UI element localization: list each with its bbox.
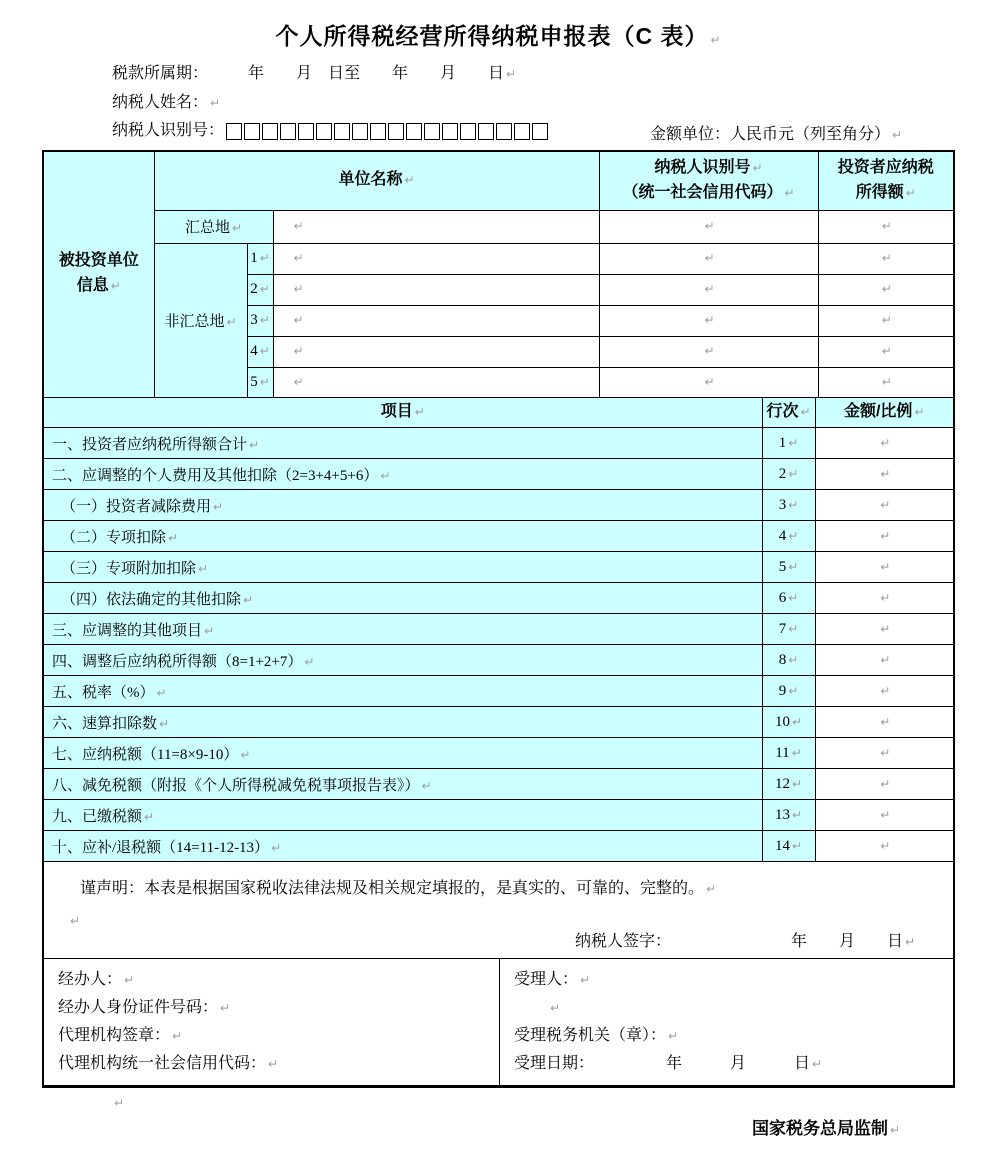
amount-field-14[interactable]: [815, 831, 953, 862]
line-no-text: 11: [775, 744, 790, 761]
item-row-11: [44, 738, 953, 769]
paragraph-mark-icon: [258, 343, 270, 359]
amount-field-8[interactable]: [815, 645, 953, 676]
id-char-box[interactable]: [226, 123, 242, 140]
item-label-3: [44, 490, 762, 521]
id-char-box[interactable]: [244, 123, 260, 140]
line-no-text: 7: [778, 620, 787, 637]
paragraph-mark-icon: [878, 528, 890, 544]
line-no-3: [762, 490, 815, 521]
item-text: （三）专项附加扣除: [61, 560, 197, 577]
paragraph-mark-icon: [878, 590, 890, 606]
unit-name-field-5[interactable]: [273, 367, 599, 397]
paragraph-mark-icon: [666, 1027, 678, 1044]
paragraph-mark-icon: [786, 652, 798, 668]
paragraph-mark-icon: [880, 343, 892, 359]
line-no-text: 2: [778, 465, 787, 482]
paragraph-mark-icon: [266, 1055, 278, 1072]
taxpayer-id-field-5[interactable]: [599, 367, 818, 397]
summary-label-text: 汇总地: [184, 220, 230, 236]
id-char-box[interactable]: [460, 123, 476, 140]
id-char-box[interactable]: [388, 123, 404, 140]
form-table: [42, 150, 955, 1088]
line-no-8: [762, 645, 815, 676]
income-field-2[interactable]: [818, 274, 953, 305]
unit-name-field-2[interactable]: [273, 274, 599, 305]
unit-name-field-4[interactable]: [273, 336, 599, 367]
investee-table: [44, 152, 953, 398]
paragraph-mark-icon: [258, 250, 270, 266]
amount-field-13[interactable]: [815, 800, 953, 831]
investee-header-line2-text: 信息: [76, 277, 109, 295]
paragraph-mark-icon: [750, 159, 762, 176]
paragraph-mark-icon: [258, 374, 270, 390]
line-no-4: [762, 521, 815, 552]
acceptance-blank-line: [514, 994, 953, 1022]
paragraph-mark-icon: [786, 466, 798, 482]
paragraph-mark-icon: [790, 745, 802, 761]
non-summary-label-text: 非汇总地: [164, 313, 225, 330]
agent-column: [44, 959, 500, 1085]
paragraph-mark-icon: [878, 776, 890, 792]
paragraph-mark-icon: [903, 933, 915, 950]
item-row-13: [44, 800, 953, 831]
index-text: 3: [250, 312, 258, 328]
tax-period-text: 税款所属期： 年 月 日至 年 月 日: [112, 65, 505, 82]
income-field-4[interactable]: [818, 336, 953, 367]
amount-field-12[interactable]: [815, 769, 953, 800]
non-summary-index: [247, 274, 273, 305]
taxpayer-id-field-2[interactable]: [599, 274, 818, 305]
amount-field-6[interactable]: [815, 583, 953, 614]
items-table: [44, 398, 953, 863]
paragraph-mark-icon: [241, 592, 253, 608]
line-no-14: [762, 831, 815, 862]
paragraph-mark-icon: [790, 714, 802, 730]
line-no-text: 5: [778, 558, 787, 575]
line-no-2: [762, 459, 815, 490]
paragraph-mark-icon: [258, 312, 270, 328]
agency-seal-line[interactable]: [58, 1022, 499, 1050]
income-header-line1: 投资者应纳税: [837, 158, 934, 176]
amount-field-9[interactable]: [815, 676, 953, 707]
id-char-box[interactable]: [370, 123, 386, 140]
amount-field-10[interactable]: [815, 707, 953, 738]
line-no-text: 14: [774, 837, 790, 854]
income-field-3[interactable]: [818, 305, 953, 336]
non-summary-index: [247, 305, 273, 336]
id-char-box[interactable]: [334, 123, 350, 140]
paragraph-mark-icon: [292, 250, 304, 266]
line-no-text: 3: [778, 496, 787, 513]
id-char-box[interactable]: [352, 123, 368, 140]
item-label-14: [44, 831, 762, 862]
item-label-9: [44, 676, 762, 707]
line-no-text: 1: [778, 434, 787, 451]
paragraph-mark-icon: [413, 403, 425, 420]
col-header-taxpayer-id: [599, 152, 818, 210]
paragraph-mark-icon: [166, 530, 178, 546]
income-field-5[interactable]: [818, 367, 953, 397]
summary-taxpayer-id-field[interactable]: [599, 210, 818, 243]
item-row-12: [44, 769, 953, 800]
paragraph-mark-icon: [878, 745, 890, 761]
item-label-5: [44, 552, 762, 583]
paragraph-mark-icon: [202, 623, 214, 639]
id-char-box[interactable]: [478, 123, 494, 140]
page-title: [0, 18, 997, 51]
paragraph-mark-icon: [578, 971, 590, 988]
taxpayer-id-field-4[interactable]: [599, 336, 818, 367]
signature-line-text: 纳税人签字： 年 月 日: [575, 933, 904, 950]
summary-unit-name-field[interactable]: [273, 210, 599, 243]
investee-header-line2: [44, 274, 154, 299]
paragraph-mark-icon: [782, 184, 794, 201]
amount-field-7[interactable]: [815, 614, 953, 645]
paragraph-mark-icon: [786, 528, 798, 544]
line-no-1: [762, 428, 815, 459]
unit-name-field-3[interactable]: [273, 305, 599, 336]
paragraph-mark-icon: [878, 559, 890, 575]
handling-section: [44, 959, 953, 1085]
amount-field-11[interactable]: [815, 738, 953, 769]
agency-credit-code-label: 代理机构统一社会信用代码：: [58, 1055, 267, 1072]
paragraph-mark-icon: [142, 809, 154, 825]
paragraph-mark-icon: [878, 838, 890, 854]
paragraph-mark-icon: [109, 277, 121, 294]
investee-header-line1: 被投资单位: [58, 252, 139, 270]
paragraph-mark-icon: [786, 683, 798, 699]
paragraph-mark-icon: [402, 171, 414, 188]
taxpayer-id-field-3[interactable]: [599, 305, 818, 336]
paragraph-mark-icon: [170, 1027, 182, 1044]
item-text: 十、应补/退税额（14=11-12-13）: [52, 839, 270, 856]
acceptance-date-line[interactable]: [514, 1050, 953, 1078]
tax-authority-label: 受理税务机关（章）：: [514, 1027, 667, 1044]
agent-id-label: 经办人身份证件号码：: [58, 999, 219, 1016]
paragraph-mark-icon: [878, 714, 890, 730]
item-row-7: [44, 614, 953, 645]
paragraph-mark-icon: [122, 971, 134, 988]
acceptance-date-label: 受理日期： 年 月 日: [514, 1055, 811, 1072]
col-header-taxable-income: [818, 152, 953, 210]
item-text: （四）依法确定的其他扣除: [61, 591, 242, 608]
item-label-11: [44, 738, 762, 769]
amount-field-3[interactable]: [815, 490, 953, 521]
id-char-box[interactable]: [442, 123, 458, 140]
line-no-text: 12: [774, 775, 790, 792]
id-char-box[interactable]: [514, 123, 530, 140]
item-text: 三、应调整的其他项目: [52, 622, 203, 639]
taxpayer-id-header-text1: 纳税人识别号: [654, 158, 751, 176]
item-row-10: [44, 707, 953, 738]
non-summary-index: [247, 367, 273, 397]
paragraph-mark-icon: [810, 1055, 822, 1072]
line-no-6: [762, 583, 815, 614]
id-char-box[interactable]: [532, 123, 548, 140]
line-no-12: [762, 769, 815, 800]
taxpayer-id-field-1[interactable]: [599, 243, 818, 274]
paragraph-mark-icon: [878, 807, 890, 823]
declaration-blank-line: [68, 912, 80, 930]
paragraph-mark-icon: [878, 497, 890, 513]
agent-name-label: 经办人：: [58, 971, 123, 988]
paragraph-mark-icon: [504, 65, 516, 82]
footer-stamp: [752, 1114, 900, 1139]
item-row-1: [44, 428, 953, 459]
paragraph-mark-icon: [157, 716, 169, 732]
item-row-3: [44, 490, 953, 521]
trailing-paragraph-mark: [112, 1096, 124, 1112]
paragraph-mark-icon: [888, 1119, 900, 1138]
index-text: 1: [250, 250, 258, 266]
line-no-text: 4: [778, 527, 787, 544]
item-row-9: [44, 676, 953, 707]
paragraph-mark-icon: [302, 654, 314, 670]
unit-name-header-text: 单位名称: [338, 171, 403, 189]
paragraph-mark-icon: [912, 403, 924, 420]
item-row-4: [44, 521, 953, 552]
item-text: 二、应调整的个人费用及其他扣除（2=3+4+5+6）: [52, 467, 379, 484]
paragraph-mark-icon: [878, 652, 890, 668]
paragraph-mark-icon: [798, 403, 810, 420]
col-header-line-no: [762, 398, 815, 428]
item-row-5: [44, 552, 953, 583]
paragraph-mark-icon: [878, 621, 890, 637]
income-header-text2: 所得额: [855, 183, 904, 201]
agent-name-line[interactable]: [58, 966, 499, 994]
line-no-text: 8: [778, 651, 787, 668]
line-no-13: [762, 800, 815, 831]
item-label-1: [44, 428, 762, 459]
item-label-12: [44, 769, 762, 800]
paragraph-mark-icon: [708, 23, 721, 49]
unit-name-field-1[interactable]: [273, 243, 599, 274]
agent-id-line[interactable]: [58, 994, 499, 1022]
paragraph-mark-icon: [224, 314, 236, 330]
paragraph-mark-icon: [880, 218, 892, 234]
line-no-header-text: 行次: [766, 402, 799, 420]
item-label-4: [44, 521, 762, 552]
non-summary-location-label: [154, 243, 247, 397]
item-text: 八、减免税额（附报《个人所得税减免税事项报告表》）: [52, 777, 420, 794]
paragraph-mark-icon: [292, 343, 304, 359]
taxpayer-id-header-line1: [600, 156, 818, 181]
line-no-text: 6: [778, 589, 787, 606]
paragraph-mark-icon: [786, 497, 798, 513]
summary-income-field[interactable]: [818, 210, 953, 243]
amount-field-5[interactable]: [815, 552, 953, 583]
agency-credit-code-line[interactable]: [58, 1050, 499, 1078]
paragraph-mark-icon: [269, 840, 281, 856]
paragraph-mark-icon: [238, 747, 250, 763]
id-char-box[interactable]: [406, 123, 422, 140]
paragraph-mark-icon: [786, 559, 798, 575]
amount-unit-text: 金额单位：人民币元（列至角分）: [650, 126, 891, 143]
taxpayer-id-line: [112, 121, 550, 141]
paragraph-mark-icon: [208, 94, 220, 111]
footer-stamp-text: 国家税务总局监制: [752, 1119, 888, 1138]
paragraph-mark-icon: [702, 312, 714, 328]
income-field-1[interactable]: [818, 243, 953, 274]
item-label-10: [44, 707, 762, 738]
paragraph-mark-icon: [880, 374, 892, 390]
paragraph-mark-icon: [890, 126, 902, 143]
index-text: 5: [250, 373, 258, 390]
page-title-text: 个人所得税经营所得纳税申报表（C 表）: [275, 23, 709, 49]
income-header-line2: [819, 181, 954, 206]
taxpayer-id-header-line2: [600, 181, 818, 206]
paragraph-mark-icon: [702, 281, 714, 297]
paragraph-mark-icon: [258, 281, 270, 297]
item-label-2: [44, 459, 762, 490]
paragraph-mark-icon: [378, 468, 390, 484]
non-summary-index: [247, 336, 273, 367]
taxpayer-name-label: 纳税人姓名：: [112, 94, 209, 111]
amount-field-1[interactable]: [815, 428, 953, 459]
investee-rowgroup-header: [44, 152, 154, 397]
line-no-9: [762, 676, 815, 707]
item-label-6: [44, 583, 762, 614]
index-text: 4: [250, 343, 258, 359]
line-no-text: 10: [774, 713, 790, 730]
paragraph-mark-icon: [880, 312, 892, 328]
taxpayer-name-line: [112, 93, 220, 113]
paragraph-mark-icon: [786, 590, 798, 606]
item-text: 一、投资者应纳税所得额合计: [52, 436, 248, 453]
index-text: 2: [250, 281, 258, 297]
paragraph-mark-icon: [790, 776, 802, 792]
item-row-6: [44, 583, 953, 614]
paragraph-mark-icon: [247, 437, 259, 453]
paragraph-mark-icon: [786, 621, 798, 637]
line-no-text: 13: [774, 806, 790, 823]
item-label-7: [44, 614, 762, 645]
item-label-8: [44, 645, 762, 676]
taxpayer-signature-line[interactable]: [575, 928, 915, 951]
paragraph-mark-icon: [155, 685, 167, 701]
amount-field-4[interactable]: [815, 521, 953, 552]
paragraph-mark-icon: [790, 807, 802, 823]
tax-authority-line[interactable]: [514, 1022, 953, 1050]
paragraph-mark-icon: [292, 312, 304, 328]
item-text: 九、已缴税额: [52, 808, 143, 825]
id-char-box[interactable]: [298, 123, 314, 140]
item-text: （一）投资者减除费用: [61, 498, 212, 515]
declaration-text: 谨声明：本表是根据国家税收法律法规及相关规定填报的，是真实的、可靠的、完整的。: [80, 880, 705, 897]
paragraph-mark-icon: [196, 561, 208, 577]
paragraph-mark-icon: [878, 466, 890, 482]
line-no-7: [762, 614, 815, 645]
acceptor-line[interactable]: [514, 966, 953, 994]
line-no-11: [762, 738, 815, 769]
paragraph-mark-icon: [218, 999, 230, 1016]
non-summary-index: [247, 243, 273, 274]
line-no-10: [762, 707, 815, 738]
paragraph-mark-icon: [292, 374, 304, 390]
paragraph-mark-icon: [230, 220, 242, 236]
id-char-box[interactable]: [262, 123, 278, 140]
item-header-text: 项目: [380, 402, 413, 420]
paragraph-mark-icon: [548, 999, 560, 1016]
item-row-14: [44, 831, 953, 862]
item-text: （二）专项扣除: [61, 529, 167, 546]
paragraph-mark-icon: [786, 435, 798, 451]
id-char-box[interactable]: [496, 123, 512, 140]
item-label-13: [44, 800, 762, 831]
paragraph-mark-icon: [702, 218, 714, 234]
taxpayer-id-boxes: [226, 123, 550, 140]
id-char-box[interactable]: [280, 123, 296, 140]
item-text: 五、税率（%）: [52, 684, 155, 701]
paragraph-mark-icon: [702, 374, 714, 390]
acceptor-label: 受理人：: [514, 971, 579, 988]
taxpayer-id-label: 纳税人识别号：: [112, 122, 225, 139]
col-header-amount: [815, 398, 953, 428]
amount-field-2[interactable]: [815, 459, 953, 490]
id-char-box[interactable]: [316, 123, 332, 140]
summary-location-label: [154, 210, 273, 243]
paragraph-mark-icon: [880, 250, 892, 266]
amount-header-text: 金额/比例: [843, 402, 913, 420]
paragraph-mark-icon: [878, 435, 890, 451]
line-no-5: [762, 552, 815, 583]
item-text: 四、调整后应纳税所得额（8=1+2+7）: [52, 653, 303, 670]
paragraph-mark-icon: [878, 683, 890, 699]
declaration-statement: [80, 875, 716, 898]
item-text: 六、速算扣除数: [52, 715, 158, 732]
agency-seal-label: 代理机构签章：: [58, 1027, 171, 1044]
paragraph-mark-icon: [702, 250, 714, 266]
paragraph-mark-icon: [790, 838, 802, 854]
paragraph-mark-icon: [211, 499, 223, 515]
item-text: 七、应纳税额（11=8×9-10）: [52, 746, 239, 763]
tax-period-line: [112, 64, 516, 84]
paragraph-mark-icon: [68, 912, 80, 929]
paragraph-mark-icon: [704, 880, 716, 897]
amount-unit-note: [650, 121, 902, 144]
line-no-text: 9: [778, 682, 787, 699]
paragraph-mark-icon: [420, 778, 432, 794]
taxpayer-id-header-text2: （统一社会信用代码）: [622, 183, 783, 201]
paragraph-mark-icon: [112, 1096, 124, 1111]
paragraph-mark-icon: [880, 281, 892, 297]
declaration-section: [44, 862, 953, 959]
paragraph-mark-icon: [702, 343, 714, 359]
paragraph-mark-icon: [904, 184, 916, 201]
paragraph-mark-icon: [292, 218, 304, 234]
paragraph-mark-icon: [292, 281, 304, 297]
id-char-box[interactable]: [424, 123, 440, 140]
item-row-2: [44, 459, 953, 490]
col-header-item: [44, 398, 762, 428]
col-header-unit-name: [154, 152, 599, 210]
item-row-8: [44, 645, 953, 676]
acceptance-column: [500, 959, 953, 1085]
